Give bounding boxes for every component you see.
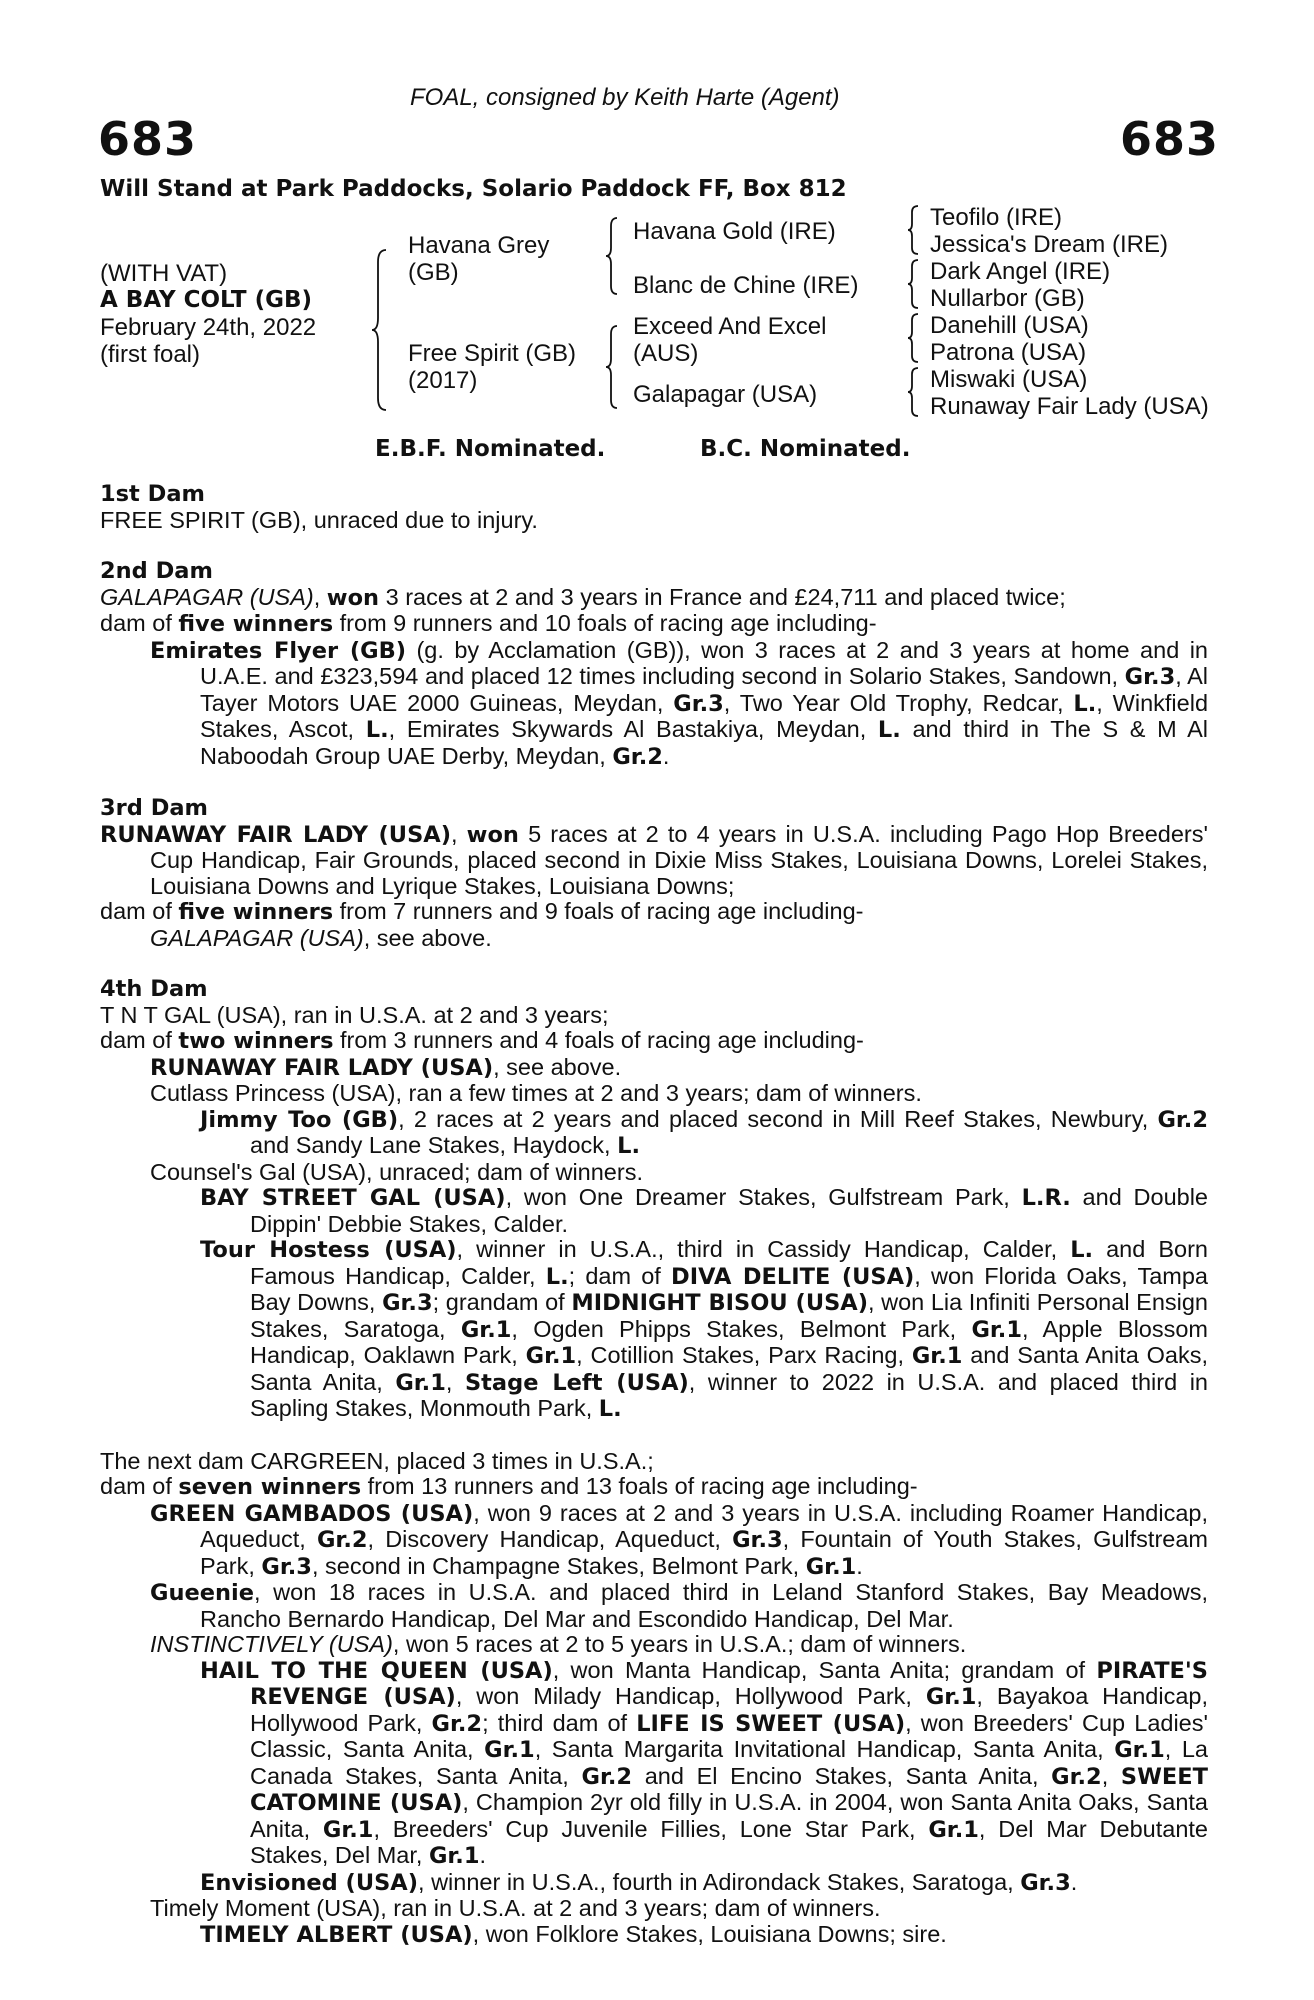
ancestor-teofilo: Teofilo (IRE) [930, 204, 1063, 231]
dam2-record: GALAPAGAR (USA), won 3 races at 2 and 3 years in France and £24,711 and placed twice; [100, 583, 1066, 611]
vat-note: (WITH VAT) [100, 260, 228, 287]
next-dam-produce: dam of seven winners from 13 runners and 13 foals of racing age including- [100, 1473, 918, 1500]
dam4-produce: dam of two winners from 3 runners and 4 foals of racing age including- [100, 1027, 864, 1054]
dam4-progeny-cutlass-princess: Cutlass Princess (USA), ran a few times at 2 and 3 years; dam of winners. [150, 1080, 922, 1106]
dam-brace [604, 324, 620, 410]
bc-nomination: B.C. Nominated. [700, 436, 911, 462]
ancestor-miswaki: Miswaki (USA) [930, 366, 1088, 393]
next-progeny-hail-to-the-queen: HAIL TO THE QUEEN (USA), won Manta Handicap, Santa Anita; grandam of PIRATE'S REVENGE (USA), won Milady Handicap, Hollywood Park, Gr.1, Bayakoa Handicap, Hollywood Park, Gr.2; third dam of LIFE IS SWEET (USA), won Breeders' Cup Ladies' Classic, Santa Anita, Gr.1, Santa Margarita Invitational Handicap, Santa Anita, Gr.1, La Canada Stakes, Santa Anita, Gr.2 and El Encino Stakes, Santa Anita, Gr.2, SWEET CATOMINE (USA), Champion 2yr old filly in U.S.A. in 2004, won Santa Anita Oaks, Santa Anita, Gr.1, Breeders' Cup Juvenile Fillies, Lone Star Park, Gr.1, Del Mar Debutante Stakes, Del Mar, Gr.1. [200, 1656, 1209, 1869]
next-progeny-gueenie: Gueenie, won 18 races in U.S.A. and placed third in Leland Stanford Stakes, Bay Meadows, Rancho Bernardo Handicap, Del Mar and Escondido Handicap, Del Mar. [150, 1579, 1208, 1632]
dam-name: Free Spirit (GB) [408, 340, 577, 367]
dam4-progeny-runaway-fair-lady: RUNAWAY FAIR LADY (USA), see above. [150, 1053, 622, 1081]
next-progeny-envisioned: Envisioned (USA), winner in U.S.A., fourth in Adirondack Stakes, Saratoga, Gr.3. [200, 1868, 1078, 1896]
dam4-progeny-counsels-gal: Counsel's Gal (USA), unraced; dam of winners. [150, 1158, 643, 1185]
section-title: 3rd Dam [100, 795, 208, 821]
g-brace-3 [906, 312, 920, 364]
dam2-produce: dam of five winners from 9 runners and 10 foals of racing age including- [100, 610, 877, 637]
section-4th-dam [100, 977, 1208, 1423]
sire-brace [604, 216, 620, 296]
section-2nd-dam [100, 559, 1208, 770]
dam3-progeny-galapagar: GALAPAGAR (USA), see above. [150, 924, 492, 951]
sire-sire: Havana Gold (IRE) [633, 218, 836, 245]
foal-note: (first foal) [100, 341, 201, 368]
horse-name: A BAY COLT (GB) [100, 287, 313, 313]
dam1-text: FREE SPIRIT (GB), unraced due to injury. [100, 506, 538, 533]
ancestor-patrona: Patrona (USA) [930, 339, 1087, 366]
g-brace-1 [906, 204, 920, 256]
lot-number-left: 683 [98, 112, 198, 166]
g-brace-4 [906, 366, 920, 418]
catalogue-body [100, 482, 1208, 1948]
consignment-line: FOAL, consigned by Keith Harte (Agent) [410, 84, 840, 111]
section-title: 4th Dam [100, 976, 208, 1002]
dam3-produce: dam of five winners from 7 runners and 9 foals of racing age including- [100, 898, 864, 925]
next-progeny-timely-albert: TIMELY ALBERT (USA), won Folklore Stakes, Louisiana Downs; sire. [200, 1920, 947, 1948]
ancestor-jessicas-dream: Jessica's Dream (IRE) [930, 231, 1168, 258]
next-progeny-green-gambados: GREEN GAMBADOS (USA), won 9 races at 2 and 3 years in U.S.A. including Roamer Handicap, Aqueduct, Gr.2, Discovery Handicap, Aqueduct, Gr.3, Fountain of Youth Stakes, Gulfstream Park, Gr.3, second in Champagne Stakes, Belmont Park, Gr.1. [150, 1499, 1209, 1580]
dam2-progeny-emirates-flyer: Emirates Flyer (GB) (g. by Acclamation (GB)), won 3 races at 2 and 3 years at home and in U.A.E. and £323,594 and placed 12 times including second in Solario Stakes, Sandown, Gr.3, Al Tayer Motors UAE 2000 Guineas, Meydan, Gr.3, Two Year Old Trophy, Redcar, L., Winkfield Stakes, Ascot, L., Emirates Skywards Al Bastakiya, Meydan, L. and third in The S & M Al Naboodah Group UAE Derby, Meydan, Gr.2. [150, 636, 1209, 770]
next-progeny-timely-moment: Timely Moment (USA), ran in U.S.A. at 2 and 3 years; dam of winners. [150, 1895, 881, 1921]
sire-dam: Blanc de Chine (IRE) [633, 272, 859, 299]
dam-sire: Exceed And Excel [633, 313, 827, 340]
ancestor-runaway-fair-lady: Runaway Fair Lady (USA) [930, 393, 1209, 420]
section-title: 2nd Dam [100, 558, 213, 584]
sire-name: Havana Grey [408, 232, 550, 259]
lot-number-right: 683 [1120, 112, 1220, 166]
ancestor-danehill: Danehill (USA) [930, 312, 1089, 339]
foaling-date: February 24th, 2022 [100, 314, 317, 341]
horse-brace [370, 248, 390, 412]
dam-dam: Galapagar (USA) [633, 381, 818, 408]
dam4-record: T N T GAL (USA), ran in U.S.A. at 2 and 3 years; [100, 1001, 609, 1028]
ebf-nomination: E.B.F. Nominated. [375, 436, 606, 462]
sire-origin: (GB) [408, 259, 459, 286]
ancestor-dark-angel: Dark Angel (IRE) [930, 258, 1111, 285]
dam-year: (2017) [408, 367, 478, 394]
section-1st-dam [100, 482, 1208, 533]
stand-location: Will Stand at Park Paddocks, Solario Paddock FF, Box 812 [100, 176, 847, 202]
ancestor-nullarbor: Nullarbor (GB) [930, 285, 1085, 312]
g-brace-2 [906, 258, 920, 310]
dam4-progeny-bay-street-gal: BAY STREET GAL (USA), won One Dreamer Stakes, Gulfstream Park, L.R. and Double Dippin' Debbie Stakes, Calder. [200, 1184, 1209, 1237]
next-dam-record: The next dam CARGREEN, placed 3 times in U.S.A.; [100, 1447, 654, 1474]
section-next-dam [100, 1449, 1208, 1949]
dam4-progeny-jimmy-too: Jimmy Too (GB), 2 races at 2 years and placed second in Mill Reef Stakes, Newbury, Gr.2 and Sandy Lane Stakes, Haydock, L. [200, 1105, 1208, 1159]
next-progeny-instinctively: INSTINCTIVELY (USA), won 5 races at 2 to 5 years in U.S.A.; dam of winners. [150, 1631, 967, 1657]
dam-sire-origin: (AUS) [633, 340, 699, 367]
dam3-record: RUNAWAY FAIR LADY (USA), won 5 races at 2 to 4 years in U.S.A. including Pago Hop Breeders' Cup Handicap, Fair Grounds, placed second in Dixie Miss Stakes, Louisiana Downs, Lorelei Stakes, Louisiana Downs and Lyrique Stakes, Louisiana Downs; [100, 820, 1208, 899]
dam4-progeny-tour-hostess: Tour Hostess (USA), winner in U.S.A., third in Cassidy Handicap, Calder, L. and Born Famous Handicap, Calder, L.; dam of DIVA DELITE (USA), won Florida Oaks, Tampa Bay Downs, Gr.3; grandam of MIDNIGHT BISOU (USA), won Lia Infiniti Personal Ensign Stakes, Saratoga, Gr.1, Ogden Phipps Stakes, Belmont Park, Gr.1, Apple Blossom Handicap, Oaklawn Park, Gr.1, Cotillion Stakes, Parx Racing, Gr.1 and Santa Anita Oaks, Santa Anita, Gr.1, Stage Left (USA), winner to 2022 in U.S.A. and placed third in Sapling Stakes, Monmouth Park, L. [200, 1236, 1209, 1422]
section-title: 1st Dam [100, 481, 205, 507]
section-3rd-dam [100, 796, 1208, 951]
